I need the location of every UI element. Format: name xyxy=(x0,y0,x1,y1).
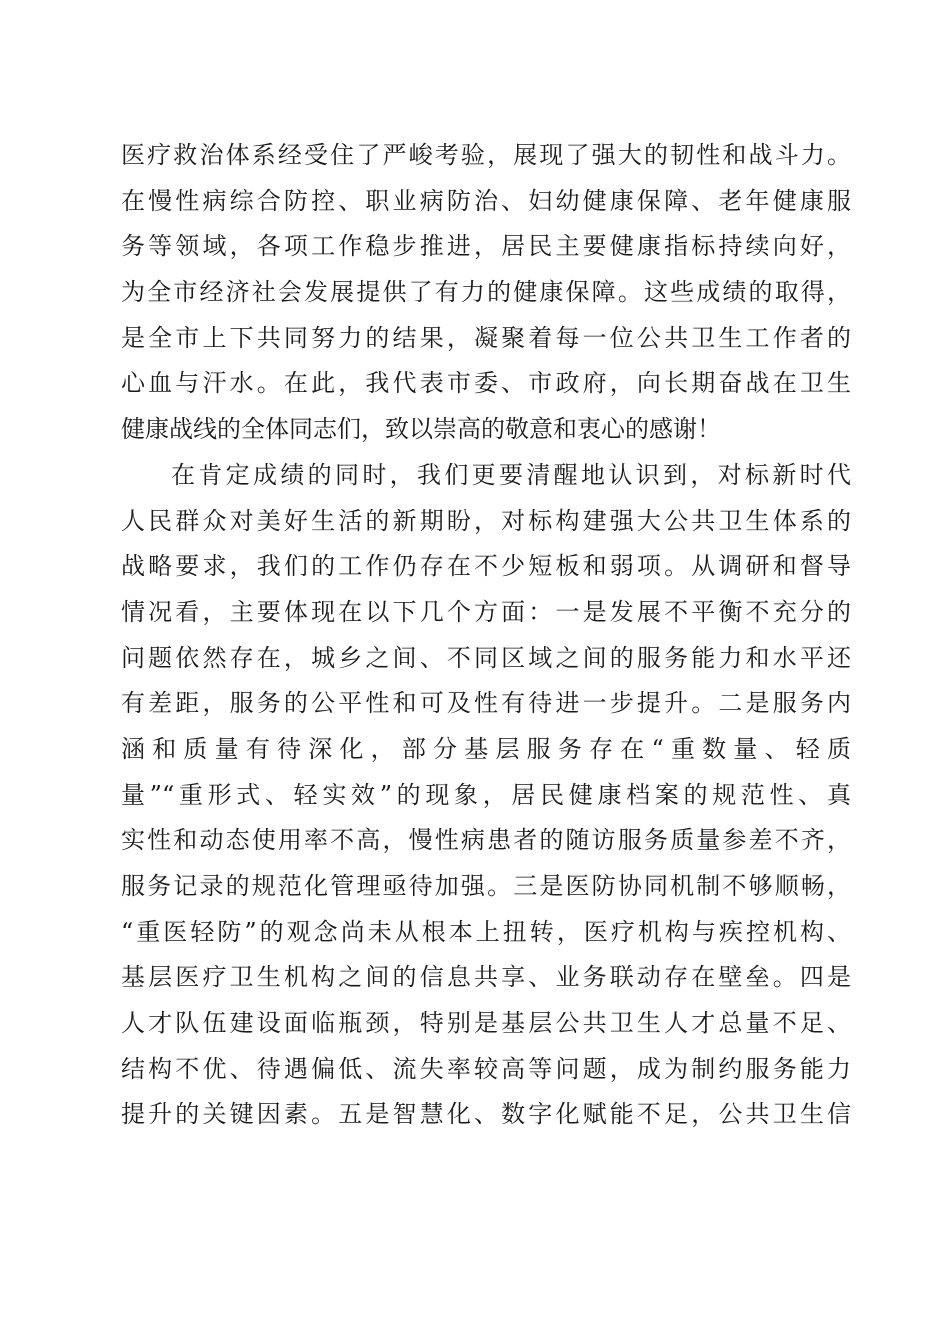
text-line: 是全市上下共同努力的结果，凝聚着每一位公共卫生工作者的 xyxy=(121,323,851,352)
text-line: 提升的关键因素。五是智慧化、数字化赋能不足，公共卫生信 xyxy=(121,1100,851,1129)
text-line: 战略要求，我们的工作仍存在不少短板和弱项。从调研和督导 xyxy=(121,552,851,581)
text-line: 人才队伍建设面临瓶颈，特别是基层公共卫生人才总量不足、 xyxy=(121,1009,851,1038)
text-line: 结构不优、待遇偏低、流失率较高等问题，成为制约服务能力 xyxy=(121,1054,851,1083)
text-line: 在肯定成绩的同时，我们更要清醒地认识到，对标新时代 xyxy=(171,460,851,489)
paragraph-2 xyxy=(121,453,851,1138)
text-line: 心血与汗水。在此，我代表市委、市政府，向长期奋战在卫生 xyxy=(121,369,851,398)
text-line: 为全市经济社会发展提供了有力的健康保障。这些成绩的取得， xyxy=(121,278,851,307)
text-line: 量”“重形式、轻实效”的现象，居民健康档案的规范性、真 xyxy=(121,780,851,809)
text-line: 基层医疗卫生机构之间的信息共享、业务联动存在壁垒。四是 xyxy=(121,963,851,992)
text-line: “重医轻防”的观念尚未从根本上扭转，医疗机构与疾控机构、 xyxy=(121,917,851,946)
body-text xyxy=(121,133,851,1138)
text-line: 有差距，服务的公平性和可及性有待进一步提升。二是服务内 xyxy=(121,689,851,718)
text-line: 医疗救治体系经受住了严峻考验，展现了强大的韧性和战斗力。 xyxy=(121,141,851,169)
text-line: 服务记录的规范化管理亟待加强。三是医防协同机制不够顺畅， xyxy=(121,872,851,900)
text-line: 实性和动态使用率不高，慢性病患者的随访服务质量参差不齐， xyxy=(121,826,851,855)
text-line: 务等领域，各项工作稳步推进，居民主要健康指标持续向好， xyxy=(121,232,851,261)
text-line: 人民群众对美好生活的新期盼，对标构建强大公共卫生体系的 xyxy=(121,506,851,535)
text-line: 情况看，主要体现在以下几个方面：一是发展不平衡不充分的 xyxy=(121,597,851,626)
text-line: 问题依然存在，城乡之间、不同区域之间的服务能力和水平还 xyxy=(121,643,851,672)
paragraph-1 xyxy=(121,133,851,453)
text-line: 健康战线的全体同志们，致以崇高的敬意和衷心的感谢！ xyxy=(121,415,721,444)
text-line: 在慢性病综合防控、职业病防治、妇幼健康保障、老年健康服 xyxy=(121,186,851,215)
text-line: 涵和质量有待深化，部分基层服务存在“重数量、轻质 xyxy=(121,734,851,763)
